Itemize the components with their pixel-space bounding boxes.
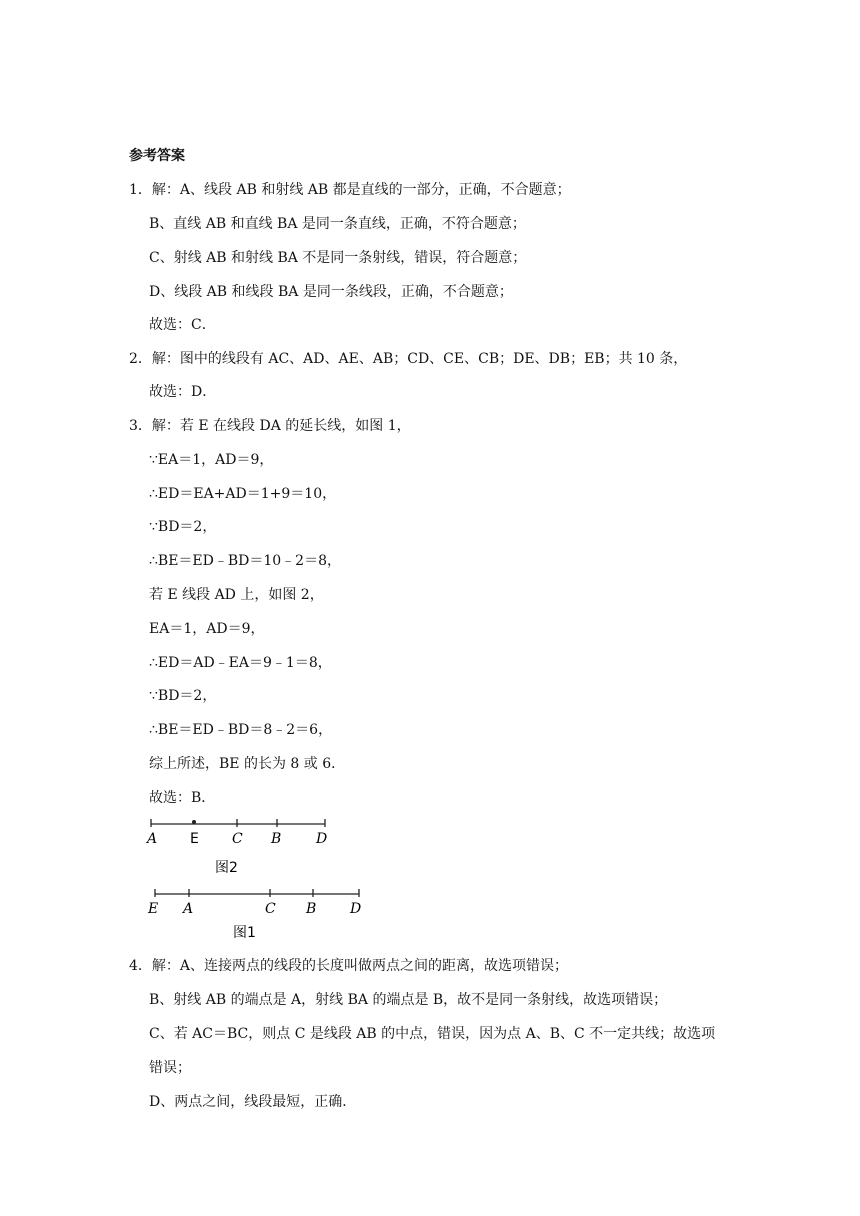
fig2-label: E: [190, 831, 199, 847]
answer-line: 若 E 线段 AD 上，如图 2，: [149, 587, 324, 603]
fig1-caption: 图1: [233, 925, 256, 941]
answer-line: B、直线 AB 和直线 BA 是同一条直线，正确，不符合题意；: [149, 216, 526, 232]
figure-2: [143, 815, 343, 877]
fig1-label: B: [306, 901, 317, 917]
answer-line: 1．解：A、线段 AB 和射线 AB 都是直线的一部分，正确，不合题意；: [129, 182, 571, 198]
answer-line: 故选：D．: [149, 384, 217, 400]
answer-line: ∵EA＝1，AD＝9，: [149, 452, 274, 468]
answer-line: ∵BD＝2，: [149, 519, 217, 535]
answer-line: 综上所述，BE 的长为 8 或 6．: [149, 756, 346, 772]
fig1-label: A: [183, 901, 194, 917]
answer-line: D、两点之间，线段最短，正确．: [149, 1094, 357, 1110]
answer-line: D、线段 AB 和线段 BA 是同一条线段，正确，不合题意；: [149, 284, 513, 300]
fig2-label: C: [232, 831, 243, 847]
answer-line: ∴ED＝AD﹣EA＝9﹣1＝8，: [149, 655, 332, 671]
answer-line: B、射线 AB 的端点是 A，射线 BA 的端点是 B，故不是同一条射线，故选项错误；: [149, 992, 668, 1008]
answer-line: ∴BE＝ED﹣BD＝8﹣2＝6，: [149, 722, 333, 738]
answer-line: C、若 AC＝BC，则点 C 是线段 AB 的中点，错误，因为点 A、B、C 不一定共线；故选项: [149, 1026, 716, 1042]
answer-line: ∴ED＝EA+AD＝1+9＝10，: [149, 486, 337, 502]
figure-1: [143, 885, 373, 947]
answer-line: EA＝1，AD＝9，: [149, 621, 265, 637]
answer-line: 故选：C．: [149, 317, 216, 333]
fig1-label: E: [148, 901, 159, 917]
fig2-caption: 图2: [215, 860, 238, 876]
answer-line: 2．解：图中的线段有 AC、AD、AE、AB；CD、CE、CB；DE、DB；EB；共 10 条，: [129, 351, 688, 367]
fig2-label: A: [147, 831, 158, 847]
fig2-label: B: [271, 831, 282, 847]
page-title: 参考答案: [129, 148, 185, 164]
fig2-label: D: [316, 831, 328, 847]
answer-line: 错误；: [149, 1060, 191, 1076]
fig1-label: D: [350, 901, 362, 917]
fig1-label: C: [265, 901, 276, 917]
answer-line: 4．解：A、连接两点的线段的长度叫做两点之间的距离，故选项错误；: [129, 958, 569, 974]
answer-line: ∵BD＝2，: [149, 688, 217, 704]
answer-line: ∴BE＝ED﹣BD＝10﹣2＝8，: [149, 553, 342, 569]
answer-line: C、射线 AB 和射线 BA 不是同一条射线，错误，符合题意；: [149, 250, 527, 266]
answer-line: 故选：B．: [149, 790, 216, 806]
answer-line: 3．解：若 E 在线段 DA 的延长线，如图 1，: [129, 418, 411, 434]
